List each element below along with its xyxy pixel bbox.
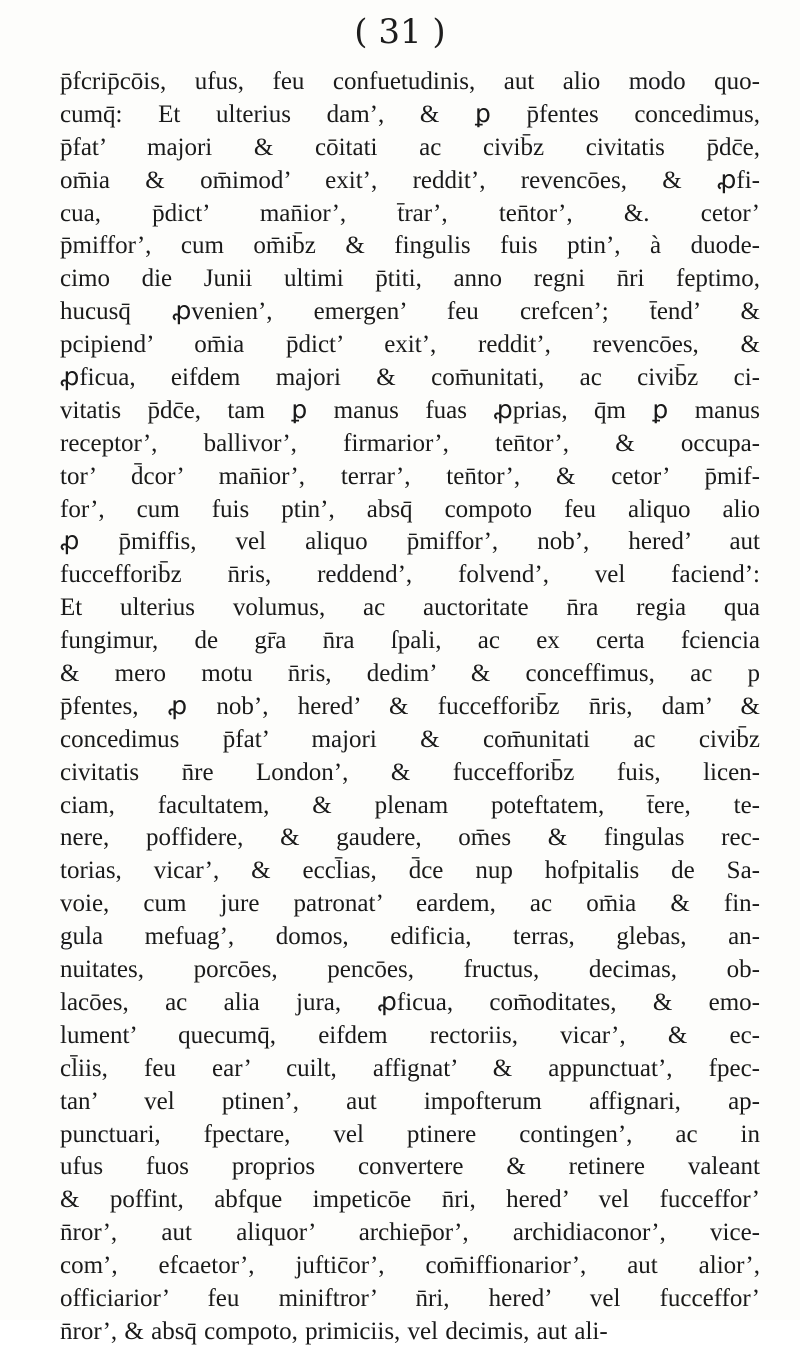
page-number-header: ( 31 ) (354, 12, 446, 52)
text-line: nere, poffidere, & gaudere, om̄es & fingulas rec- (60, 824, 760, 852)
text-line: & mero motu n̄ris, dedim’ & conceffimus, ac p (60, 660, 760, 688)
text-line: n̄ror’, & absq̄ compoto, primiciis, vel decimis, aut ali- (60, 1317, 608, 1345)
text-line: fungimur, de gr̄a n̄ra ſpali, ac ex certa fciencia (60, 627, 760, 655)
text-line: p̄fat’ majori & cōitati ac civib̄z civitatis p̄dc̄e, (60, 133, 760, 161)
text-line: hucusq̄ ꝓvenien’, emergen’ feu crefcen’; t̄end’ & (60, 298, 760, 326)
text-line: lacōes, ac alia jura, ꝓficua, com̄oditates, & emo- (60, 988, 760, 1016)
text-line: tan’ vel ptinen’, aut impofterum affignari, ap- (60, 1087, 760, 1115)
text-line: cimo die Junii ultimi p̄titi, anno regni n̄ri feptimo, (60, 265, 760, 293)
text-line: officiarior’ feu miniftror’ n̄ri, hered’ vel fucceffor’ (60, 1284, 760, 1312)
text-line: fuccefforib̄z n̄ris, reddend’, folvend’, vel faciend’: (60, 561, 760, 589)
text-line: vitatis p̄dc̄e, tam ꝑ manus fuas ꝓprias, q̄m ꝑ manus (60, 396, 760, 424)
text-line: civitatis n̄re London’, & fuccefforib̄z fuis, licen- (60, 758, 760, 786)
text-line: p̄fcrip̄cōis, ufus, feu confuetudinis, aut alio modo quo- (60, 68, 760, 95)
text-line: cua, p̄dict’ man̄ior’, t̄rar’, ten̄tor’, &. cetor’ (60, 199, 760, 227)
text-line: & poffint, abfque impeticōe n̄ri, hered’ vel fucceffor’ (60, 1186, 760, 1214)
text-line: Et ulterius volumus, ac auctoritate n̄ra regia qua (60, 594, 760, 622)
text-line: com’, efcaetor’, juftic̄or’, com̄iffionarior’, aut alior’, (60, 1252, 760, 1280)
text-line: voie, cum jure patronat’ eardem, ac om̄ia & fin- (60, 890, 760, 918)
body-text (60, 66, 760, 1349)
text-line: punctuari, fpectare, vel ptinere contingen’, ac in (60, 1120, 760, 1148)
text-line: concedimus p̄fat’ majori & com̄unitati ac civib̄z (60, 725, 760, 753)
text-line: ꝓ p̄miffis, vel aliquo p̄miffor’, nob’, hered’ aut (60, 528, 760, 556)
text-line: ciam, facultatem, & plenam poteftatem, t̄ere, te- (60, 791, 760, 819)
text-line: cl̄iis, feu ear’ cuilt, affignat’ & appunctuat’, fpec- (60, 1054, 760, 1082)
text-line: ufus fuos proprios convertere & retinere valeant (60, 1153, 760, 1181)
text-line: cumq̄: Et ulterius dam’, & ꝑ p̄fentes concedimus, (60, 100, 760, 128)
text-line: p̄miffor’, cum om̄ib̄z & fingulis fuis ptin’, à duode- (60, 232, 760, 260)
text-line: ꝓficua, eifdem majori & com̄unitati, ac civib̄z ci- (60, 364, 760, 392)
text-line: nuitates, porcōes, pencōes, fructus, decimas, ob- (60, 956, 760, 984)
text-line: for’, cum fuis ptin’, absq̄ compoto feu aliquo alio (60, 495, 760, 523)
text-line: om̄ia & om̄imod’ exit’, reddit’, revencōes, & ꝓfi- (60, 166, 760, 194)
text-line: p̄fentes, ꝓ nob’, hered’ & fuccefforib̄z n̄ris, dam’ & (60, 692, 760, 720)
text-line: tor’ d̄cor’ man̄ior’, terrar’, ten̄tor’, & cetor’ p̄mif- (60, 462, 760, 490)
text-line: gula mefuag’, domos, edificia, terras, glebas, an- (60, 923, 760, 951)
text-line: lument’ quecumq̄, eifdem rectoriis, vicar’, & ec- (60, 1021, 760, 1049)
text-line: receptor’, ballivor’, firmarior’, ten̄tor’, & occupa- (60, 429, 760, 457)
text-line: torias, vicar’, & eccl̄ias, d̄ce nup hofpitalis de Sa- (60, 857, 760, 885)
text-line: pcipiend’ om̄ia p̄dict’ exit’, reddit’, revencōes, & (60, 331, 760, 359)
text-line: n̄ror’, aut aliquor’ archiep̄or’, archidiaconor’, vice- (60, 1219, 760, 1247)
